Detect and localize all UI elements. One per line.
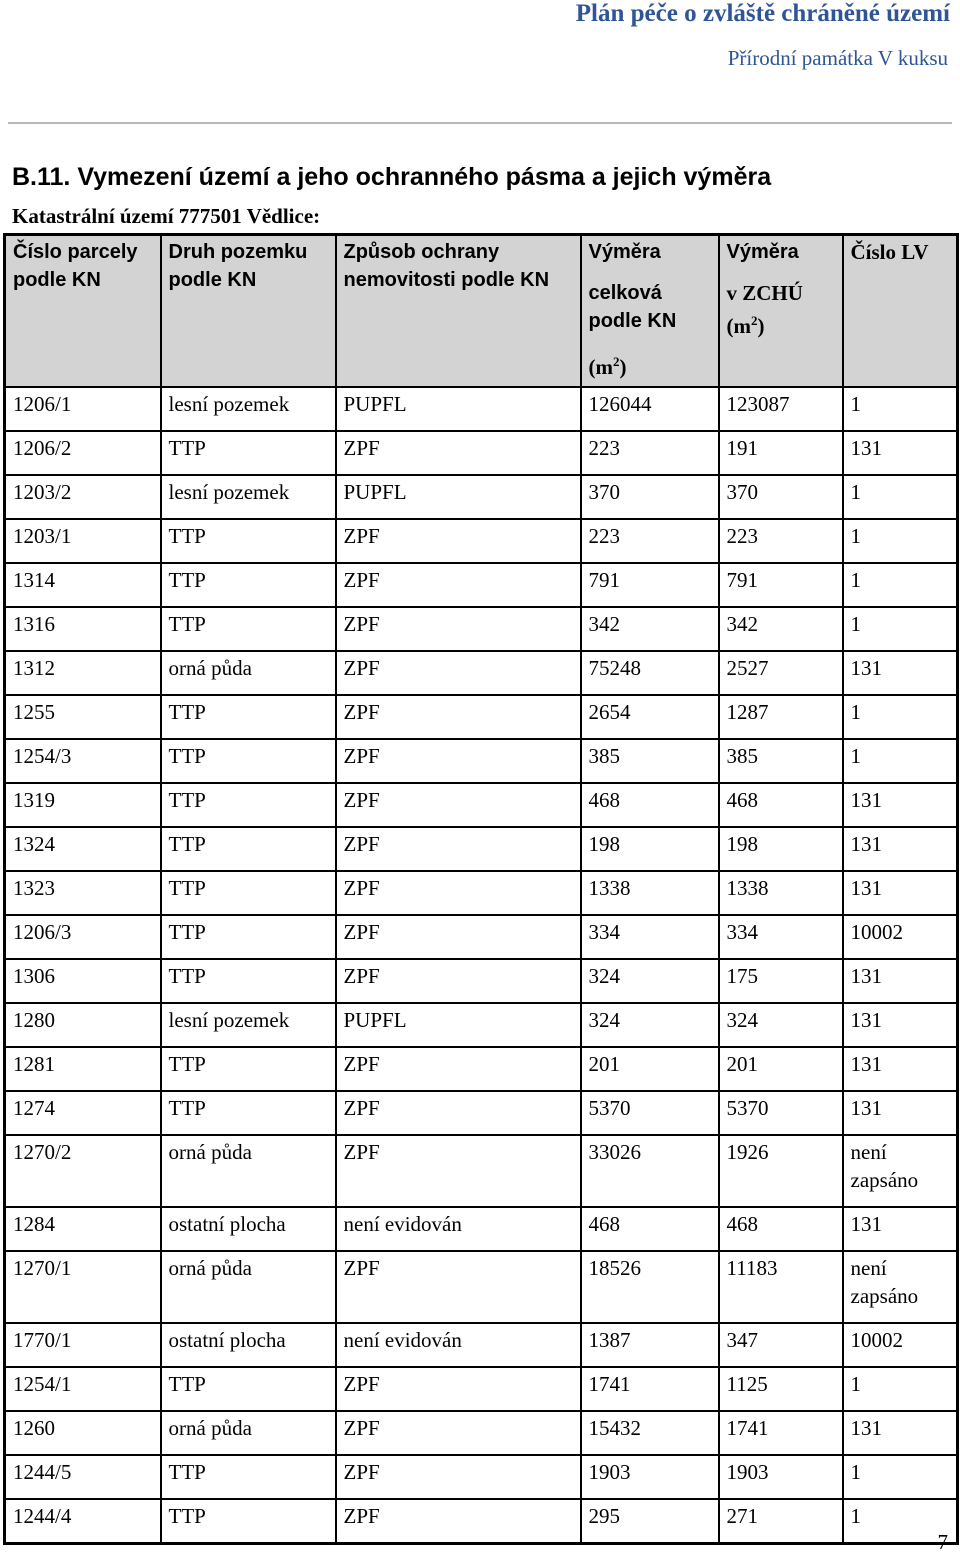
- cell-protection: ZPF: [336, 1047, 581, 1091]
- cell-parcel: 1314: [5, 563, 161, 607]
- cell-parcel: 1324: [5, 827, 161, 871]
- cell-area-zchu: 347: [719, 1323, 843, 1367]
- cell-lv: 1: [843, 695, 958, 739]
- cell-parcel: 1316: [5, 607, 161, 651]
- cell-lv: 131: [843, 871, 958, 915]
- cell-area-zchu: 334: [719, 915, 843, 959]
- cell-land-type: TTP: [161, 783, 336, 827]
- column-header-land-type: Druh pozemku podle KN: [161, 235, 336, 388]
- cell-lv: 1: [843, 563, 958, 607]
- cell-land-type: TTP: [161, 695, 336, 739]
- cell-area-total: 126044: [581, 387, 719, 431]
- cell-land-type: ostatní plocha: [161, 1323, 336, 1367]
- cell-protection: ZPF: [336, 1455, 581, 1499]
- parcel-table: [3, 233, 959, 1545]
- cell-area-total: 370: [581, 475, 719, 519]
- cell-parcel: 1280: [5, 1003, 161, 1047]
- cell-lv: 1: [843, 739, 958, 783]
- parcel-table-body: [5, 387, 958, 1544]
- table-row: [5, 1003, 958, 1047]
- cell-parcel: 1312: [5, 651, 161, 695]
- cell-land-type: TTP: [161, 827, 336, 871]
- cell-area-zchu: 370: [719, 475, 843, 519]
- cell-area-total: 1387: [581, 1323, 719, 1367]
- cell-land-type: TTP: [161, 519, 336, 563]
- cell-area-zchu: 791: [719, 563, 843, 607]
- cell-area-zchu: 271: [719, 1499, 843, 1544]
- cell-protection: ZPF: [336, 1091, 581, 1135]
- cell-lv: 131: [843, 431, 958, 475]
- cell-protection: ZPF: [336, 1367, 581, 1411]
- cell-area-total: 18526: [581, 1251, 719, 1323]
- area-zchu-line2: v ZCHÚ: [726, 281, 803, 305]
- cell-parcel: 1260: [5, 1411, 161, 1455]
- cell-area-zchu: 1287: [719, 695, 843, 739]
- cell-lv: 1: [843, 1455, 958, 1499]
- table-row: [5, 1499, 958, 1544]
- cell-parcel: 1254/3: [5, 739, 161, 783]
- cell-parcel: 1281: [5, 1047, 161, 1091]
- cell-protection: ZPF: [336, 1135, 581, 1207]
- table-row: [5, 1047, 958, 1091]
- cell-lv: 131: [843, 783, 958, 827]
- cell-protection: ZPF: [336, 431, 581, 475]
- table-row: [5, 607, 958, 651]
- cell-area-zchu: 1125: [719, 1367, 843, 1411]
- cadastral-area-label: Katastrální území 777501 Vědlice:: [12, 204, 321, 228]
- parcel-table-header: [5, 235, 958, 388]
- cell-land-type: orná půda: [161, 1411, 336, 1455]
- table-row: [5, 651, 958, 695]
- cell-protection: ZPF: [336, 959, 581, 1003]
- cell-land-type: TTP: [161, 563, 336, 607]
- cell-area-total: 201: [581, 1047, 719, 1091]
- table-row: [5, 1251, 958, 1323]
- cell-lv: 131: [843, 1411, 958, 1455]
- cell-area-zchu: 1926: [719, 1135, 843, 1207]
- cell-protection: ZPF: [336, 607, 581, 651]
- cell-area-zchu: 11183: [719, 1251, 843, 1323]
- table-row: [5, 519, 958, 563]
- cell-parcel: 1319: [5, 783, 161, 827]
- cell-area-zchu: 2527: [719, 651, 843, 695]
- column-header-lv: Číslo LV: [843, 235, 958, 388]
- cell-protection: ZPF: [336, 915, 581, 959]
- cell-land-type: lesní pozemek: [161, 475, 336, 519]
- cell-parcel: 1244/5: [5, 1455, 161, 1499]
- table-row: [5, 827, 958, 871]
- cell-lv: 131: [843, 959, 958, 1003]
- cell-protection: ZPF: [336, 1499, 581, 1544]
- cell-area-total: 1903: [581, 1455, 719, 1499]
- cell-lv: 131: [843, 1003, 958, 1047]
- column-header-protection: Způsob ochrany nemovitosti podle KN: [336, 235, 581, 388]
- cell-parcel: 1254/1: [5, 1367, 161, 1411]
- cell-area-zchu: 201: [719, 1047, 843, 1091]
- table-row: [5, 431, 958, 475]
- section-title: B.11. Vymezení území a jeho ochranného pásma a jejich výměra: [12, 163, 772, 191]
- cell-protection: ZPF: [336, 827, 581, 871]
- cell-area-total: 2654: [581, 695, 719, 739]
- table-row: [5, 1367, 958, 1411]
- cell-protection: ZPF: [336, 1411, 581, 1455]
- table-row: [5, 783, 958, 827]
- cell-area-zchu: 5370: [719, 1091, 843, 1135]
- cell-area-total: 198: [581, 827, 719, 871]
- cell-land-type: orná půda: [161, 1135, 336, 1207]
- cell-protection: ZPF: [336, 563, 581, 607]
- page-number: 7: [937, 1530, 948, 1554]
- cell-protection: ZPF: [336, 783, 581, 827]
- cell-lv: 10002: [843, 915, 958, 959]
- cell-land-type: TTP: [161, 1367, 336, 1411]
- cell-lv: 131: [843, 1047, 958, 1091]
- area-total-line1: Výměra: [588, 241, 661, 263]
- table-row: [5, 915, 958, 959]
- column-header-area-zchu: [719, 235, 843, 388]
- cell-land-type: orná půda: [161, 1251, 336, 1323]
- cell-lv: 1: [843, 607, 958, 651]
- table-row: [5, 1091, 958, 1135]
- cell-parcel: 1270/1: [5, 1251, 161, 1323]
- cell-area-zchu: 468: [719, 783, 843, 827]
- cell-land-type: TTP: [161, 607, 336, 651]
- cell-parcel: 1255: [5, 695, 161, 739]
- cell-land-type: lesní pozemek: [161, 387, 336, 431]
- cell-protection: ZPF: [336, 519, 581, 563]
- cell-area-total: 324: [581, 1003, 719, 1047]
- table-row: [5, 871, 958, 915]
- cell-area-total: 75248: [581, 651, 719, 695]
- cell-protection: ZPF: [336, 1251, 581, 1323]
- cell-lv: 1: [843, 475, 958, 519]
- area-zchu-unit: $(m^2)$: [726, 313, 765, 338]
- cell-parcel: 1203/2: [5, 475, 161, 519]
- area-zchu-line1: Výměra: [726, 241, 799, 263]
- cell-lv: není zapsáno: [843, 1251, 958, 1323]
- cell-parcel: 1206/2: [5, 431, 161, 475]
- cell-protection: ZPF: [336, 695, 581, 739]
- cell-lv: není zapsáno: [843, 1135, 958, 1207]
- cell-area-zchu: 1903: [719, 1455, 843, 1499]
- table-row: [5, 1455, 958, 1499]
- cell-area-zchu: 324: [719, 1003, 843, 1047]
- table-row: [5, 959, 958, 1003]
- cell-area-total: 223: [581, 431, 719, 475]
- cell-protection: není evidován: [336, 1207, 581, 1251]
- document-header-title: Plán péče o zvláště chráněné území: [575, 0, 950, 27]
- cell-parcel: 1770/1: [5, 1323, 161, 1367]
- cell-lv: 131: [843, 651, 958, 695]
- cell-area-zchu: 1741: [719, 1411, 843, 1455]
- cell-protection: PUPFL: [336, 475, 581, 519]
- cell-land-type: orná půda: [161, 651, 336, 695]
- cell-protection: PUPFL: [336, 387, 581, 431]
- cell-parcel: 1206/3: [5, 915, 161, 959]
- cell-lv: 1: [843, 519, 958, 563]
- cell-area-total: 334: [581, 915, 719, 959]
- cell-land-type: TTP: [161, 871, 336, 915]
- cell-land-type: TTP: [161, 1091, 336, 1135]
- table-row: [5, 1135, 958, 1207]
- cell-area-total: 791: [581, 563, 719, 607]
- area-total-unit: $(m^2)$: [588, 354, 627, 379]
- cell-area-zchu: 175: [719, 959, 843, 1003]
- cell-land-type: TTP: [161, 1047, 336, 1091]
- cell-lv: 10002: [843, 1323, 958, 1367]
- cell-parcel: 1323: [5, 871, 161, 915]
- cell-protection: ZPF: [336, 871, 581, 915]
- header-divider: [8, 122, 952, 124]
- table-row: [5, 1323, 958, 1367]
- cell-protection: není evidován: [336, 1323, 581, 1367]
- cell-parcel: 1206/1: [5, 387, 161, 431]
- cell-area-total: 324: [581, 959, 719, 1003]
- cell-area-zchu: 123087: [719, 387, 843, 431]
- cell-land-type: TTP: [161, 431, 336, 475]
- cell-lv: 131: [843, 1207, 958, 1251]
- cell-land-type: TTP: [161, 959, 336, 1003]
- cell-area-total: 1338: [581, 871, 719, 915]
- cell-protection: ZPF: [336, 739, 581, 783]
- cell-area-total: 468: [581, 1207, 719, 1251]
- cell-area-total: 385: [581, 739, 719, 783]
- cell-parcel: 1284: [5, 1207, 161, 1251]
- cell-area-total: 342: [581, 607, 719, 651]
- cell-area-total: 15432: [581, 1411, 719, 1455]
- table-row: [5, 739, 958, 783]
- table-row: [5, 475, 958, 519]
- cell-parcel: 1244/4: [5, 1499, 161, 1544]
- cell-area-total: 295: [581, 1499, 719, 1544]
- column-header-parcel: Číslo parcely podle KN: [5, 235, 161, 388]
- cell-lv: 1: [843, 387, 958, 431]
- cell-parcel: 1274: [5, 1091, 161, 1135]
- cell-lv: 1: [843, 1367, 958, 1411]
- table-row: [5, 563, 958, 607]
- cell-parcel: 1270/2: [5, 1135, 161, 1207]
- cell-area-total: 1741: [581, 1367, 719, 1411]
- cell-area-zchu: 468: [719, 1207, 843, 1251]
- cell-area-zchu: 223: [719, 519, 843, 563]
- cell-area-total: 33026: [581, 1135, 719, 1207]
- cell-lv: 131: [843, 1091, 958, 1135]
- column-header-area-total: [581, 235, 719, 388]
- cell-land-type: ostatní plocha: [161, 1207, 336, 1251]
- table-row: [5, 695, 958, 739]
- area-total-line2: celková podle KN: [588, 282, 677, 332]
- cell-area-zchu: 385: [719, 739, 843, 783]
- cell-area-total: 223: [581, 519, 719, 563]
- cell-area-zchu: 342: [719, 607, 843, 651]
- cell-land-type: TTP: [161, 739, 336, 783]
- cell-land-type: TTP: [161, 1499, 336, 1544]
- cell-land-type: TTP: [161, 1455, 336, 1499]
- cell-area-zchu: 1338: [719, 871, 843, 915]
- cell-area-zchu: 191: [719, 431, 843, 475]
- table-row: [5, 387, 958, 431]
- document-header-subtitle: Přírodní památka V kuksu: [727, 46, 948, 70]
- cell-area-total: 468: [581, 783, 719, 827]
- cell-lv: 1: [843, 1499, 958, 1544]
- cell-area-zchu: 198: [719, 827, 843, 871]
- cell-land-type: lesní pozemek: [161, 1003, 336, 1047]
- cell-protection: PUPFL: [336, 1003, 581, 1047]
- cell-area-total: 5370: [581, 1091, 719, 1135]
- cell-parcel: 1203/1: [5, 519, 161, 563]
- cell-protection: ZPF: [336, 651, 581, 695]
- table-row: [5, 1207, 958, 1251]
- cell-land-type: TTP: [161, 915, 336, 959]
- table-row: [5, 1411, 958, 1455]
- cell-parcel: 1306: [5, 959, 161, 1003]
- cell-lv: 131: [843, 827, 958, 871]
